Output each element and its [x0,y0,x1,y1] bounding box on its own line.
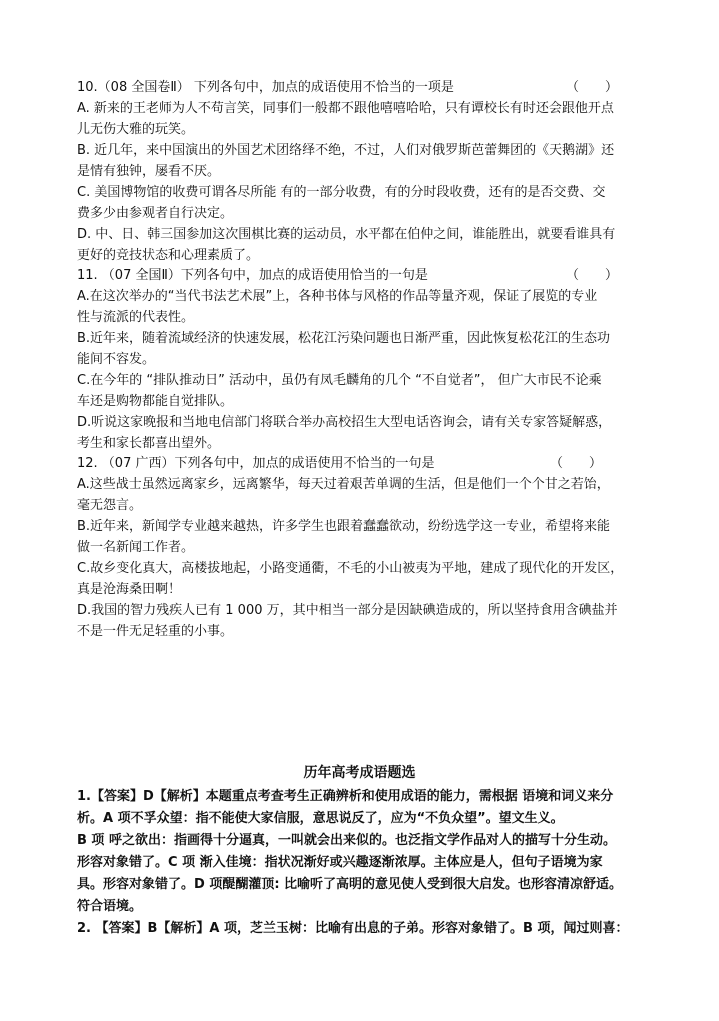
question-11-option-a-line-2: 性与流派的代表性。 [77,310,195,325]
question-12-option-b-line-1: B.近年来，新闻学专业越来越热，许多学生也跟着蠢蠢欲动，纷纷选学这一专业，希望将来能 [77,519,611,534]
question-10-option-d-line-1: D. 中、日、韩三国参加这次围棋比赛的运动员，水平都在伯仲之间，谁能胜出，就要看谁具有 [77,227,616,242]
question-11-header: 11. （07 全国Ⅱ）下列各句中，加点的成语使用恰当的一句是 [77,268,428,283]
question-11-option-b-line-2: 能间不容发。 [77,352,156,367]
answer-1-line-6: 符合语境。 [77,899,143,914]
answer-1-line-4: 形容对象错了。C 项 渐入佳境：指状况渐好或兴趣逐渐浓厚。主体应是人，但句子语境为家 [77,855,603,870]
question-10-option-c-line-2: 费多少由参观者自行决定。 [77,206,234,221]
question-11-answer-blank: （ ） [566,268,619,283]
answer-1-line-3: B 项 呼之欲出：指画得十分逼真，一叫就会出来似的。也泛指文学作品对人的描写十分生动。 [77,833,616,848]
question-10-option-a-line-2: 儿无伤大雅的玩笑。 [77,122,195,137]
question-12-answer-blank: （ ） [550,456,603,471]
question-12-option-a-line-2: 毫无怨言。 [77,498,143,513]
question-12-option-c-line-1: C.故乡变化真大，高楼拔地起，小路变通衢，不毛的小山被夷为平地，建成了现代化的开发区， [77,561,624,576]
answers-title: 历年高考成语题选 [303,765,416,781]
question-12-option-a-line-1: A.这些战士虽然远离家乡，远离繁华，每天过着艰苦单调的生活，但是他们一个个甘之若饴， [77,477,610,492]
question-11-option-a-line-1: A.在这次举办的“当代书法艺术展”上，各种书体与风格的作品等量齐观，保证了展览的专业 [77,289,598,304]
question-11-option-d-line-2: 考生和家长都喜出望外。 [77,436,221,451]
answer-2-line-1: 2. 【答案】B【解析】A 项，芝兰玉树：比喻有出息的子弟。形容对象错了。B 项，闻过则喜： [77,921,629,936]
question-10-option-b-line-1: B. 近几年，来中国演出的外国艺术团络绎不绝，不过，人们对俄罗斯芭蕾舞团的《天鹅湖》还 [77,143,615,158]
answer-1-line-5: 具。形容对象错了。D 项醍醐灌顶: 比喻听了高明的意见使人受到很大启发。也形容清凉舒适。 [77,877,623,892]
question-10-option-c-line-1: C. 美国博物馆的收费可谓各尽所能 有的一部分收费，有的分时段收费，还有的是否交费、交 [77,185,606,200]
question-12-option-c-line-2: 真是沧海桑田啊！ [77,582,182,597]
question-12-option-b-line-2: 做一名新闻工作者。 [77,540,195,555]
question-12-option-d-line-1: D.我国的智力残疾人已有 1 000 万，其中相当一部分是因缺碘造成的，所以坚持食用含碘盐并 [77,603,618,618]
question-11-option-c-line-1: C.在今年的 “排队推动日” 活动中，虽仍有凤毛麟角的几个 “不自觉者”， 但广大市民不论乘 [77,373,602,388]
question-10-option-a-line-1: A. 新来的王老师为人不苟言笑，同事们一般都不跟他嘻嘻哈哈，只有谭校长有时还会跟他开点 [77,101,614,116]
question-10-option-d-line-2: 更好的竞技状态和心理素质了。 [77,248,260,263]
question-12-option-d-line-2: 不是一件无足轻重的小事。 [77,624,234,639]
answer-1-line-2: 析。A 项不孚众望：指不能使大家信服，意思说反了，应为“不负众望”。望文生义。 [77,811,564,826]
question-10-answer-blank: （ ） [566,80,619,95]
question-11-option-c-line-2: 车还是购物都能自觉排队。 [77,394,234,409]
question-11-option-d-line-1: D.听说这家晚报和当地电信部门将联合举办高校招生大型电话咨询会，请有关专家答疑解惑， [77,415,612,430]
question-11-option-b-line-1: B.近年来，随着流域经济的快速发展，松花江污染问题也日渐严重，因此恢复松花江的生态功 [77,331,611,346]
answer-1-line-1: 1.【答案】D【解析】本题重点考查考生正确辨析和使用成语的能力，需根据 语境和词义来分 [77,789,614,804]
question-10-option-b-line-2: 是情有独钟，屡看不厌。 [77,164,221,179]
question-12-header: 12. （07 广西）下列各句中，加点的成语使用不恰当的一句是 [77,456,435,471]
question-10-header: 10.（08 全国卷Ⅱ） 下列各句中，加点的成语使用不恰当的一项是 [77,80,454,95]
